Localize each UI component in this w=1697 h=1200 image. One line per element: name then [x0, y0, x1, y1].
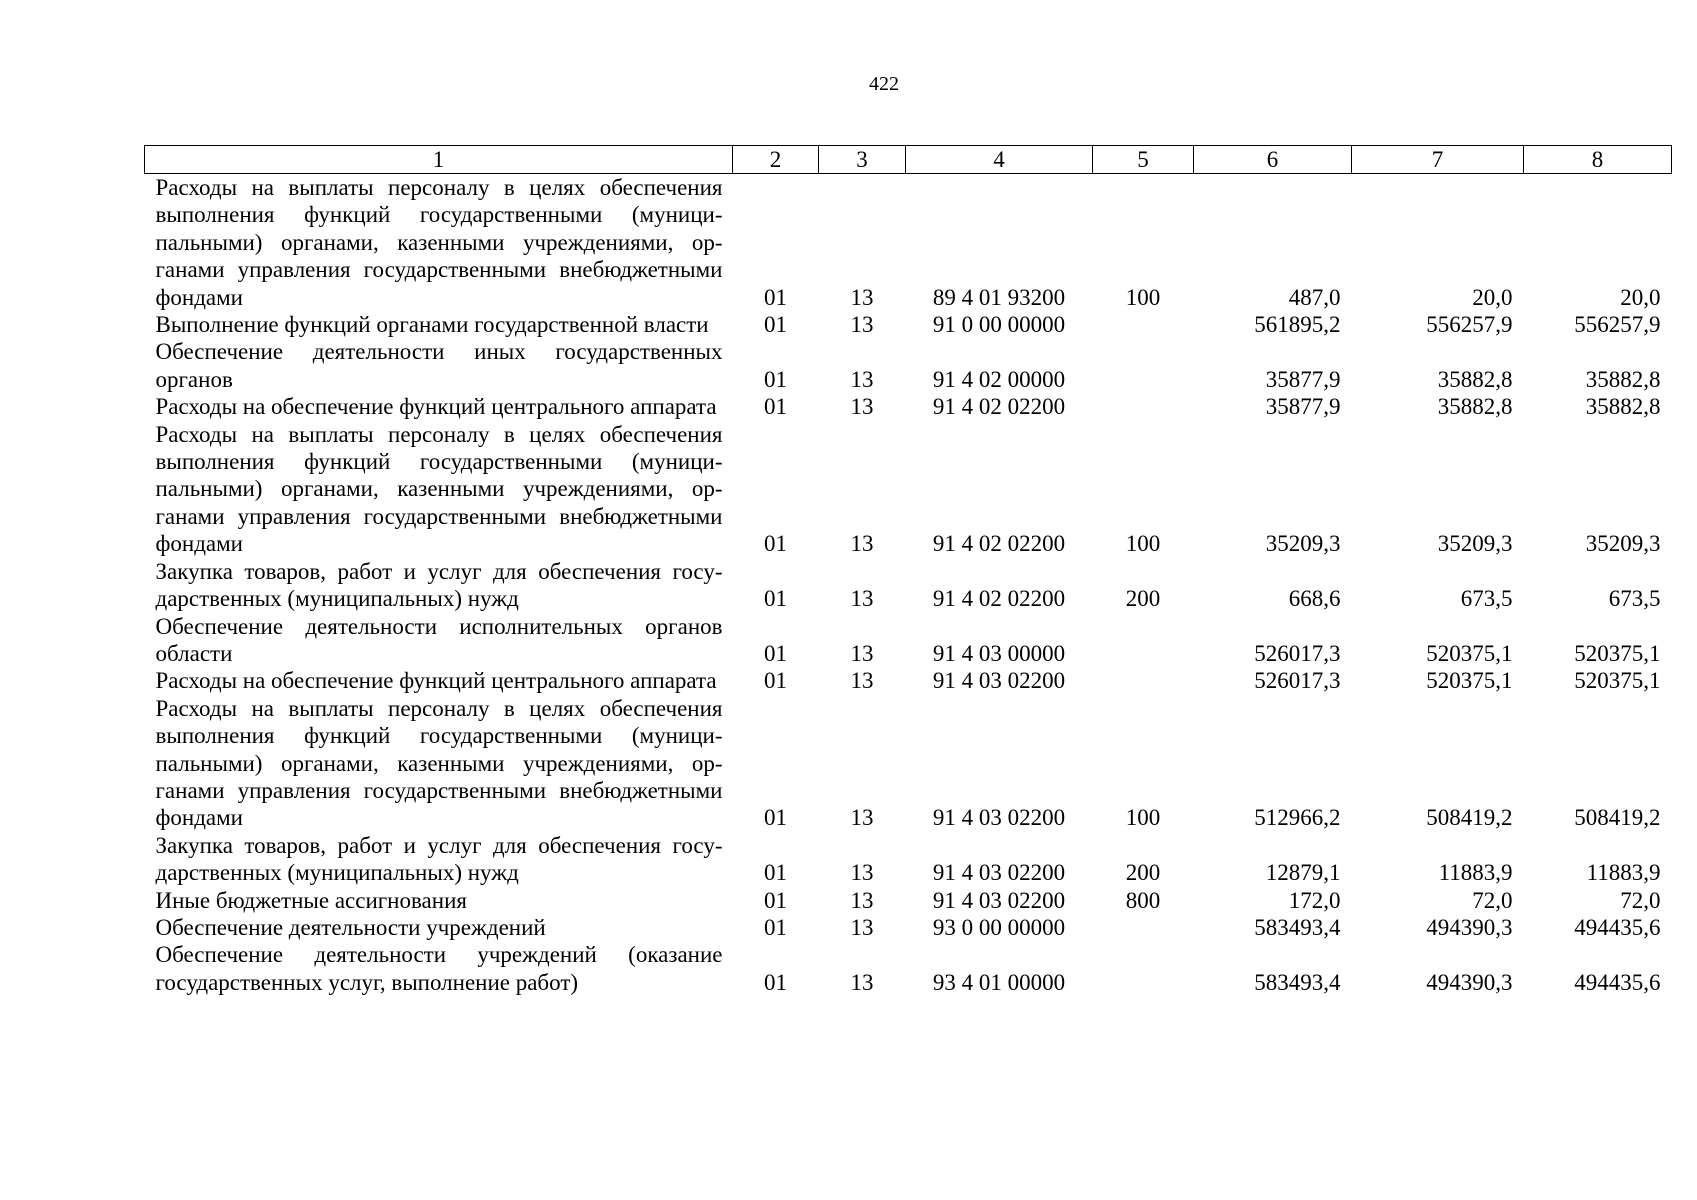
row-expense-type: 100	[1125, 805, 1161, 831]
table-row	[145, 174, 1672, 312]
row-expense-type	[1093, 613, 1194, 668]
row-subsection: 13	[850, 668, 874, 694]
row-target-article: 91 4 02 02200	[932, 586, 1066, 612]
row-amount-7: 35882,8	[1437, 394, 1513, 420]
row-expense-type: 200	[1125, 586, 1161, 612]
table-row	[145, 338, 1672, 393]
row-amount-7: 494390,3	[1426, 969, 1513, 995]
row-amount-7: 673,5	[1460, 586, 1513, 612]
row-section: 01	[764, 640, 787, 666]
row-name: Обеспечение деятельности исполнительных органов области	[155, 613, 723, 666]
row-amount-8: 11883,9	[1586, 860, 1661, 886]
row-amount-6: 512966,2	[1254, 805, 1341, 831]
row-amount-8: 35882,8	[1585, 366, 1661, 392]
row-subsection: 13	[850, 640, 874, 666]
table-row	[145, 558, 1672, 613]
row-expense-type	[1093, 914, 1194, 941]
row-target-article: 91 4 02 02200	[932, 394, 1066, 420]
row-subsection: 13	[850, 531, 874, 557]
row-amount-6: 35877,9	[1265, 366, 1341, 392]
row-expense-type: 800	[1125, 887, 1161, 913]
row-amount-7: 35882,8	[1437, 366, 1513, 392]
row-amount-6: 35877,9	[1265, 394, 1341, 420]
row-name: Обеспечение деятельности учреждений	[155, 914, 546, 940]
row-target-article: 91 4 03 02200	[932, 860, 1066, 886]
row-amount-6: 668,6	[1288, 586, 1341, 612]
row-subsection: 13	[850, 860, 874, 886]
row-expense-type	[1093, 338, 1194, 393]
row-amount-7: 508419,2	[1426, 805, 1513, 831]
row-expense-type	[1093, 393, 1194, 420]
row-target-article: 93 0 00 00000	[932, 914, 1066, 940]
header-row	[145, 146, 1672, 174]
row-section: 01	[764, 394, 787, 420]
row-amount-8: 520375,1	[1574, 640, 1661, 666]
row-subsection: 13	[850, 312, 874, 338]
row-amount-8: 20,0	[1620, 284, 1661, 310]
row-amount-7: 72,0	[1472, 887, 1513, 913]
row-name: Обеспечение деятельности иных государственных органов	[155, 339, 723, 392]
row-section: 01	[764, 969, 787, 995]
row-amount-6: 583493,4	[1254, 914, 1341, 940]
row-expense-type	[1093, 311, 1194, 338]
row-section: 01	[764, 805, 787, 831]
row-name: Расходы на выплаты персоналу в целях обеспечения выполнения функций государственными (муниципальными) органами, казенными учреждениями, органами управления государственными внебюджетными фондами	[155, 695, 723, 831]
row-expense-type	[1093, 941, 1194, 996]
table-row	[145, 887, 1672, 914]
row-name: Расходы на обеспечение функций центрального аппарата	[155, 668, 717, 694]
row-amount-6: 487,0	[1288, 284, 1341, 310]
row-amount-8: 35209,3	[1585, 531, 1661, 557]
table-row	[145, 393, 1672, 420]
row-amount-7: 520375,1	[1426, 668, 1513, 694]
row-name: Расходы на обеспечение функций центрального аппарата	[155, 394, 717, 420]
row-target-article: 91 4 03 00000	[932, 640, 1066, 666]
header-col-6: 6	[1194, 146, 1352, 174]
row-name: Расходы на выплаты персоналу в целях обеспечения выполнения функций государственными (муниципальными) органами, казенными учреждениями, органами управления государственными внебюджетными фондами	[155, 421, 723, 557]
row-expense-type: 100	[1125, 284, 1161, 310]
row-amount-6: 35209,3	[1265, 531, 1341, 557]
row-amount-8: 494435,6	[1574, 969, 1661, 995]
row-amount-8: 508419,2	[1574, 805, 1661, 831]
table-header	[145, 146, 1672, 174]
row-name: Иные бюджетные ассигнования	[155, 887, 467, 913]
row-expense-type	[1093, 667, 1194, 694]
row-subsection: 13	[850, 284, 874, 310]
row-target-article: 91 4 03 02200	[932, 668, 1066, 694]
table-row	[145, 421, 1672, 558]
row-name: Выполнение функций органами государственной власти	[155, 312, 709, 338]
row-amount-7: 11883,9	[1438, 860, 1513, 886]
row-amount-7: 20,0	[1472, 284, 1513, 310]
table-row	[145, 667, 1672, 694]
row-amount-6: 12879,1	[1265, 860, 1341, 886]
row-section: 01	[764, 914, 787, 940]
row-amount-8: 673,5	[1608, 586, 1661, 612]
row-subsection: 13	[850, 969, 874, 995]
row-expense-type: 200	[1125, 860, 1161, 886]
row-section: 01	[764, 531, 787, 557]
header-col-4: 4	[906, 146, 1093, 174]
row-amount-6: 526017,3	[1254, 668, 1341, 694]
header-col-2: 2	[733, 146, 819, 174]
row-target-article: 91 4 02 00000	[932, 366, 1066, 392]
row-subsection: 13	[850, 805, 874, 831]
row-subsection: 13	[850, 586, 874, 612]
row-target-article: 91 4 03 02200	[932, 887, 1066, 913]
row-section: 01	[764, 586, 787, 612]
row-name: Расходы на выплаты персоналу в целях обеспечения выполнения функций государственными (муниципальными) органами, казенными учреждениями, органами управления государственными внебюджетными фондами	[155, 175, 723, 310]
header-col-1: 1	[145, 146, 733, 174]
row-section: 01	[764, 668, 787, 694]
table-body	[145, 174, 1672, 997]
table-row	[145, 941, 1672, 996]
budget-table	[144, 145, 1672, 996]
page-number: 422	[869, 73, 899, 95]
row-amount-8: 556257,9	[1574, 312, 1661, 338]
row-subsection: 13	[850, 394, 874, 420]
header-col-7: 7	[1352, 146, 1524, 174]
row-target-article: 93 4 01 00000	[932, 969, 1066, 995]
row-amount-6: 583493,4	[1254, 969, 1341, 995]
header-col-5: 5	[1093, 146, 1194, 174]
row-subsection: 13	[850, 914, 874, 940]
table-row	[145, 695, 1672, 832]
header-col-8: 8	[1524, 146, 1672, 174]
row-amount-7: 35209,3	[1437, 531, 1513, 557]
row-section: 01	[764, 887, 787, 913]
row-amount-8: 35882,8	[1585, 394, 1661, 420]
row-amount-6: 561895,2	[1254, 312, 1341, 338]
row-target-article: 89 4 01 93200	[932, 284, 1066, 310]
row-amount-8: 494435,6	[1574, 914, 1661, 940]
row-amount-8: 520375,1	[1574, 668, 1661, 694]
header-col-3: 3	[819, 146, 906, 174]
row-expense-type: 100	[1125, 531, 1161, 557]
row-amount-7: 520375,1	[1426, 640, 1513, 666]
row-target-article: 91 4 02 02200	[932, 531, 1066, 557]
row-amount-8: 72,0	[1620, 887, 1661, 913]
row-subsection: 13	[850, 887, 874, 913]
row-amount-7: 494390,3	[1426, 914, 1513, 940]
row-section: 01	[764, 284, 787, 310]
row-section: 01	[764, 366, 787, 392]
table-row	[145, 832, 1672, 887]
row-amount-7: 556257,9	[1426, 312, 1513, 338]
table-row	[145, 311, 1672, 338]
row-name: Закупка товаров, работ и услуг для обеспечения государственных (муниципальных) нужд	[155, 558, 723, 612]
row-name: Обеспечение деятельности учреждений (оказание государственных услуг, выполнение работ)	[155, 942, 723, 995]
row-target-article: 91 0 00 00000	[932, 312, 1066, 338]
row-section: 01	[764, 312, 787, 338]
row-target-article: 91 4 03 02200	[932, 805, 1066, 831]
row-subsection: 13	[850, 366, 874, 392]
table-row	[145, 613, 1672, 668]
row-amount-6: 526017,3	[1254, 640, 1341, 666]
row-section: 01	[764, 860, 787, 886]
row-name: Закупка товаров, работ и услуг для обеспечения государственных (муниципальных) нужд	[155, 832, 723, 886]
row-amount-6: 172,0	[1288, 887, 1341, 913]
table-row	[145, 914, 1672, 941]
